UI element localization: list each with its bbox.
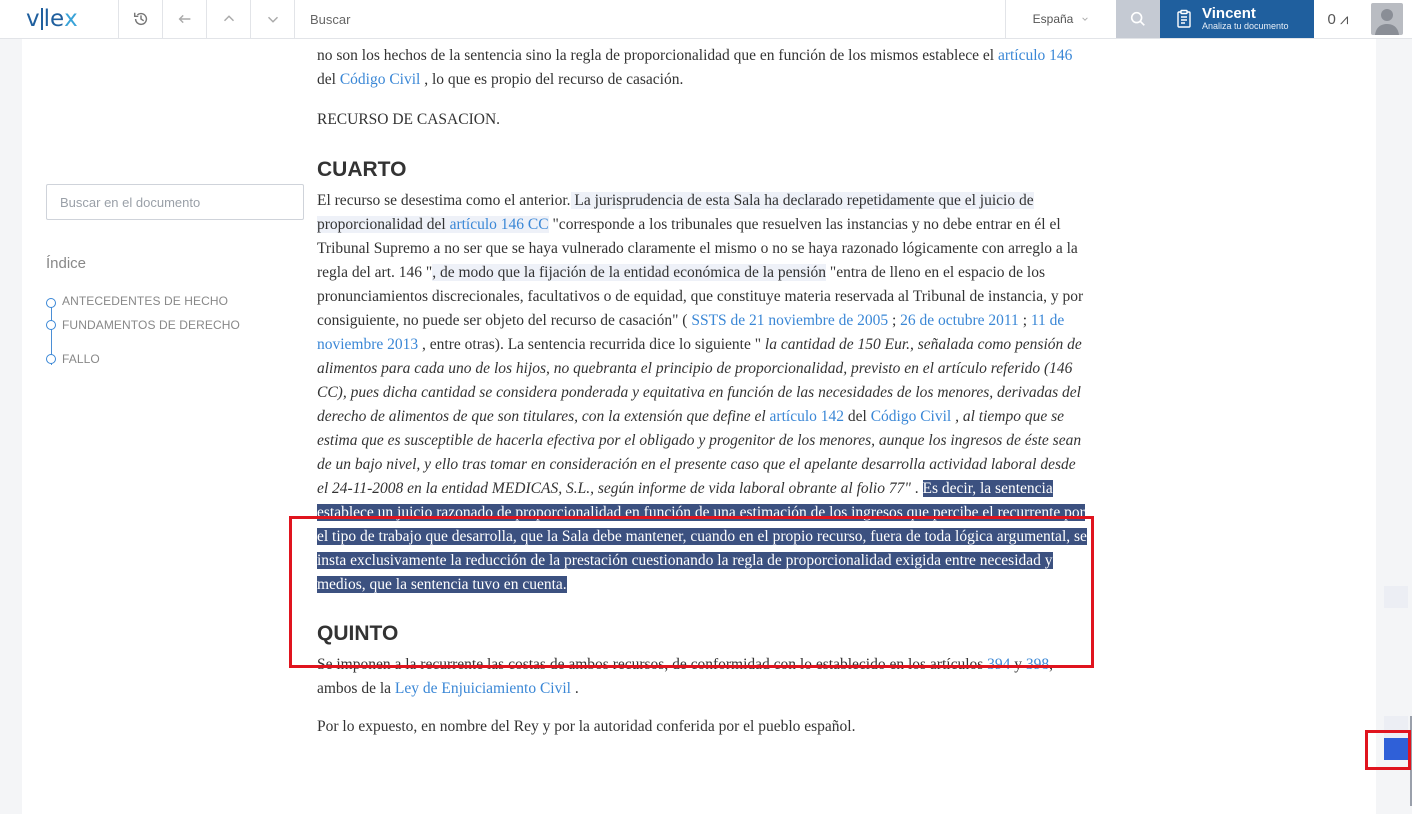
link-articulo-142[interactable]: artículo 142	[769, 408, 845, 425]
chevron-down-icon	[1081, 15, 1089, 23]
avatar	[1371, 3, 1403, 35]
scroll-marker[interactable]	[1384, 586, 1408, 608]
document-body	[317, 44, 1087, 739]
global-search	[294, 0, 1005, 38]
vincent-subtitle: Analiza tu documento	[1202, 21, 1289, 32]
vlex-logo[interactable]: v le x	[26, 6, 78, 32]
heading-quinto: QUINTO	[317, 622, 399, 645]
link-398[interactable]: 398	[1025, 656, 1050, 673]
top-bar	[0, 0, 1412, 39]
chevron-down-icon	[264, 10, 282, 28]
quoted-ruling: la cantidad de 150 Eur., señalada como pensión de alimentos para cada uno de los hijos, no quebranta el principio de proporcionalidad, previsto en el artículo referido (146 CC), pues dicha cantidad se considera ponderada y equitativa en función de las necesidades de los menores, derivadas del derecho de alimentos de que son titulares, con la extensión que define el	[317, 336, 1082, 425]
search-button[interactable]	[1116, 0, 1160, 38]
user-icon	[1371, 3, 1403, 35]
quinto-paragraph: Se imponen a la recurrente las costas de ambos recursos, de conformidad con lo establecido en los artículos 394 y 398, ambos de la Ley de Enjuiciamiento Civil .	[317, 656, 1054, 697]
index-item-antecedentes[interactable]: ANTECEDENTES DE HECHO	[46, 291, 240, 308]
link-codigo-civil-2[interactable]: Código Civil	[870, 408, 952, 425]
previous-match-button[interactable]	[206, 0, 250, 38]
index-dot	[46, 298, 56, 308]
index-item-fallo[interactable]: FALLO	[46, 342, 240, 376]
global-search-input[interactable]	[310, 12, 1005, 27]
recurso-label: RECURSO DE CASACION.	[317, 111, 501, 128]
link-codigo-civil[interactable]: Código Civil	[339, 71, 421, 88]
chevron-up-icon	[220, 10, 238, 28]
index-dot	[46, 354, 56, 364]
vincent-button[interactable]	[1160, 0, 1314, 38]
search-icon	[1129, 10, 1147, 28]
floating-action-button[interactable]	[1384, 738, 1408, 760]
index-title: Índice	[46, 255, 87, 272]
link-articulo-146-cc[interactable]: artículo 146 CC	[449, 216, 549, 233]
highlighted-text: La jurisprudencia de esta Sala ha declarado repetidamente que el juicio de proporcionalidad del	[317, 192, 1034, 233]
highlighted-text: , de modo que la fijación de la entidad económica de la pensión	[432, 264, 827, 281]
right-rail	[1376, 39, 1412, 814]
user-menu[interactable]	[1362, 0, 1412, 38]
index-list	[46, 291, 240, 376]
quoted-ruling-cont: , al tiempo que se estima que es susceptible de hacerla efectiva por el obligado y progenitor de los menores, aunque los ingresos de éste sean de un bajo nivel, y ello tras tomar en consideración en el presente caso que el apelante desarrolla actividad laboral desde el 24-11-2008 en la entidad MEDICAS, S.L., según informe de vida laboral obrante al folio 77"	[317, 408, 1082, 497]
link-ssts-2005[interactable]: SSTS de 21 noviembre de 2005	[691, 312, 889, 329]
intro-paragraph: no son los hechos de la sentencia sino la regla de proporcionalidad que en función de los mismos establece el artículo 146 del Código Civil , lo que es propio del recurso de casación.	[317, 47, 1073, 88]
index-dot	[46, 320, 56, 330]
heading-cuarto: CUARTO	[317, 158, 407, 181]
vincent-title: Vincent	[1202, 5, 1256, 23]
link-noviembre-2013[interactable]: 11 de noviembre 2013	[317, 312, 1065, 353]
history-button[interactable]	[118, 0, 162, 38]
cuarto-paragraph: El recurso se desestima como el anterior. La jurisprudencia de esta Sala ha declarado repetidamente que el juicio de proporcionalidad del artículo 146 CC "corresponde a los tribunales que resuelven las instancias y no debe entrar en él el Tribunal Supremo a no ser que se haya vulnerado claramente el mismo o no se haya razonado lógicamente con arreglo a la regla del art. 146 ", de modo que la fijación de la entidad económica de la pensión "entra de lleno en el espacio de los pronunciamientos discrecionales, facultativos o de equidad, que constituye materia reservada al Tribunal de instancia, y por consiguiente, no puede ser objeto del recurso de casación" ( SSTS de 21 noviembre de 2005 ; 26 de octubre 2011 ; 11 de noviembre 2013 , entre otras). La sentencia recurrida dice lo siguiente " la cantidad de 150 Eur., señalada como pensión de alimentos para cada uno de los hijos, no quebranta el principio de proporcionalidad, previsto en el artículo referido (146 CC), pues dicha cantidad se considera ponderada y equitativa en función de las necesidades de los menores, derivadas del derecho de alimentos de que son titulares, con la extensión que define el artículo 142 del Código Civil , al tiempo que se estima que es susceptible de hacerla efectiva por el obligado y progenitor de los menores, aunque los ingresos de éste sean de un bajo nivel, y ello tras tomar en consideración en el presente caso que el apelante desarrolla actividad laboral desde el 24-11-2008 en la entidad MEDICAS, S.L., según informe de vida laboral obrante al folio 77" . Es decir, la sentencia establece un juicio razonado de proporcionalidad en función de una estimación de los ingresos que percibe el recurrente por el tipo de trabajo que desarrolla, que la Sala debe mantener, cuando en el propio recurso, fuera de toda lógica argumental, se insta exclusivamente la reducción de la prestación cuestionando la regla de proporcionalidad exigida entre necesidad y medios, que la sentencia tuvo en cuenta.	[317, 192, 1087, 593]
link-articulo-146[interactable]: artículo 146	[997, 47, 1073, 64]
history-icon	[132, 10, 150, 28]
link-394[interactable]: 394	[987, 656, 1011, 673]
back-button[interactable]	[162, 0, 206, 38]
closing-paragraph: Por lo expuesto, en nombre del Rey y por la autoridad conferida por el pueblo español.	[317, 718, 856, 735]
link-ley-enjuiciamiento-civil[interactable]: Ley de Enjuiciamiento Civil	[394, 680, 571, 697]
credits-counter[interactable]: 0 ⩘	[1327, 10, 1349, 28]
index-item-fundamentos[interactable]: FUNDAMENTOS DE DERECHO	[46, 308, 240, 342]
country-label: España	[1032, 12, 1074, 26]
arrow-left-icon	[176, 10, 194, 28]
selected-text[interactable]: Es decir, la sentencia establece un juicio razonado de proporcionalidad en función de una estimación de los ingresos que percibe el recurrente por el tipo de trabajo que desarrolla, que la Sala debe mantener, cuando en el propio recurso, fuera de toda lógica argumental, se insta exclusivamente la reducción de la prestación cuestionando la regla de proporcionalidad exigida entre necesidad y medios, que la sentencia tuvo en cuenta.	[317, 480, 1087, 593]
country-selector[interactable]	[1005, 0, 1116, 38]
clipboard-icon	[1176, 9, 1192, 29]
document-search-input[interactable]	[46, 184, 304, 220]
link-octubre-2011[interactable]: 26 de octubre 2011	[900, 312, 1019, 329]
next-match-button[interactable]	[250, 0, 294, 38]
